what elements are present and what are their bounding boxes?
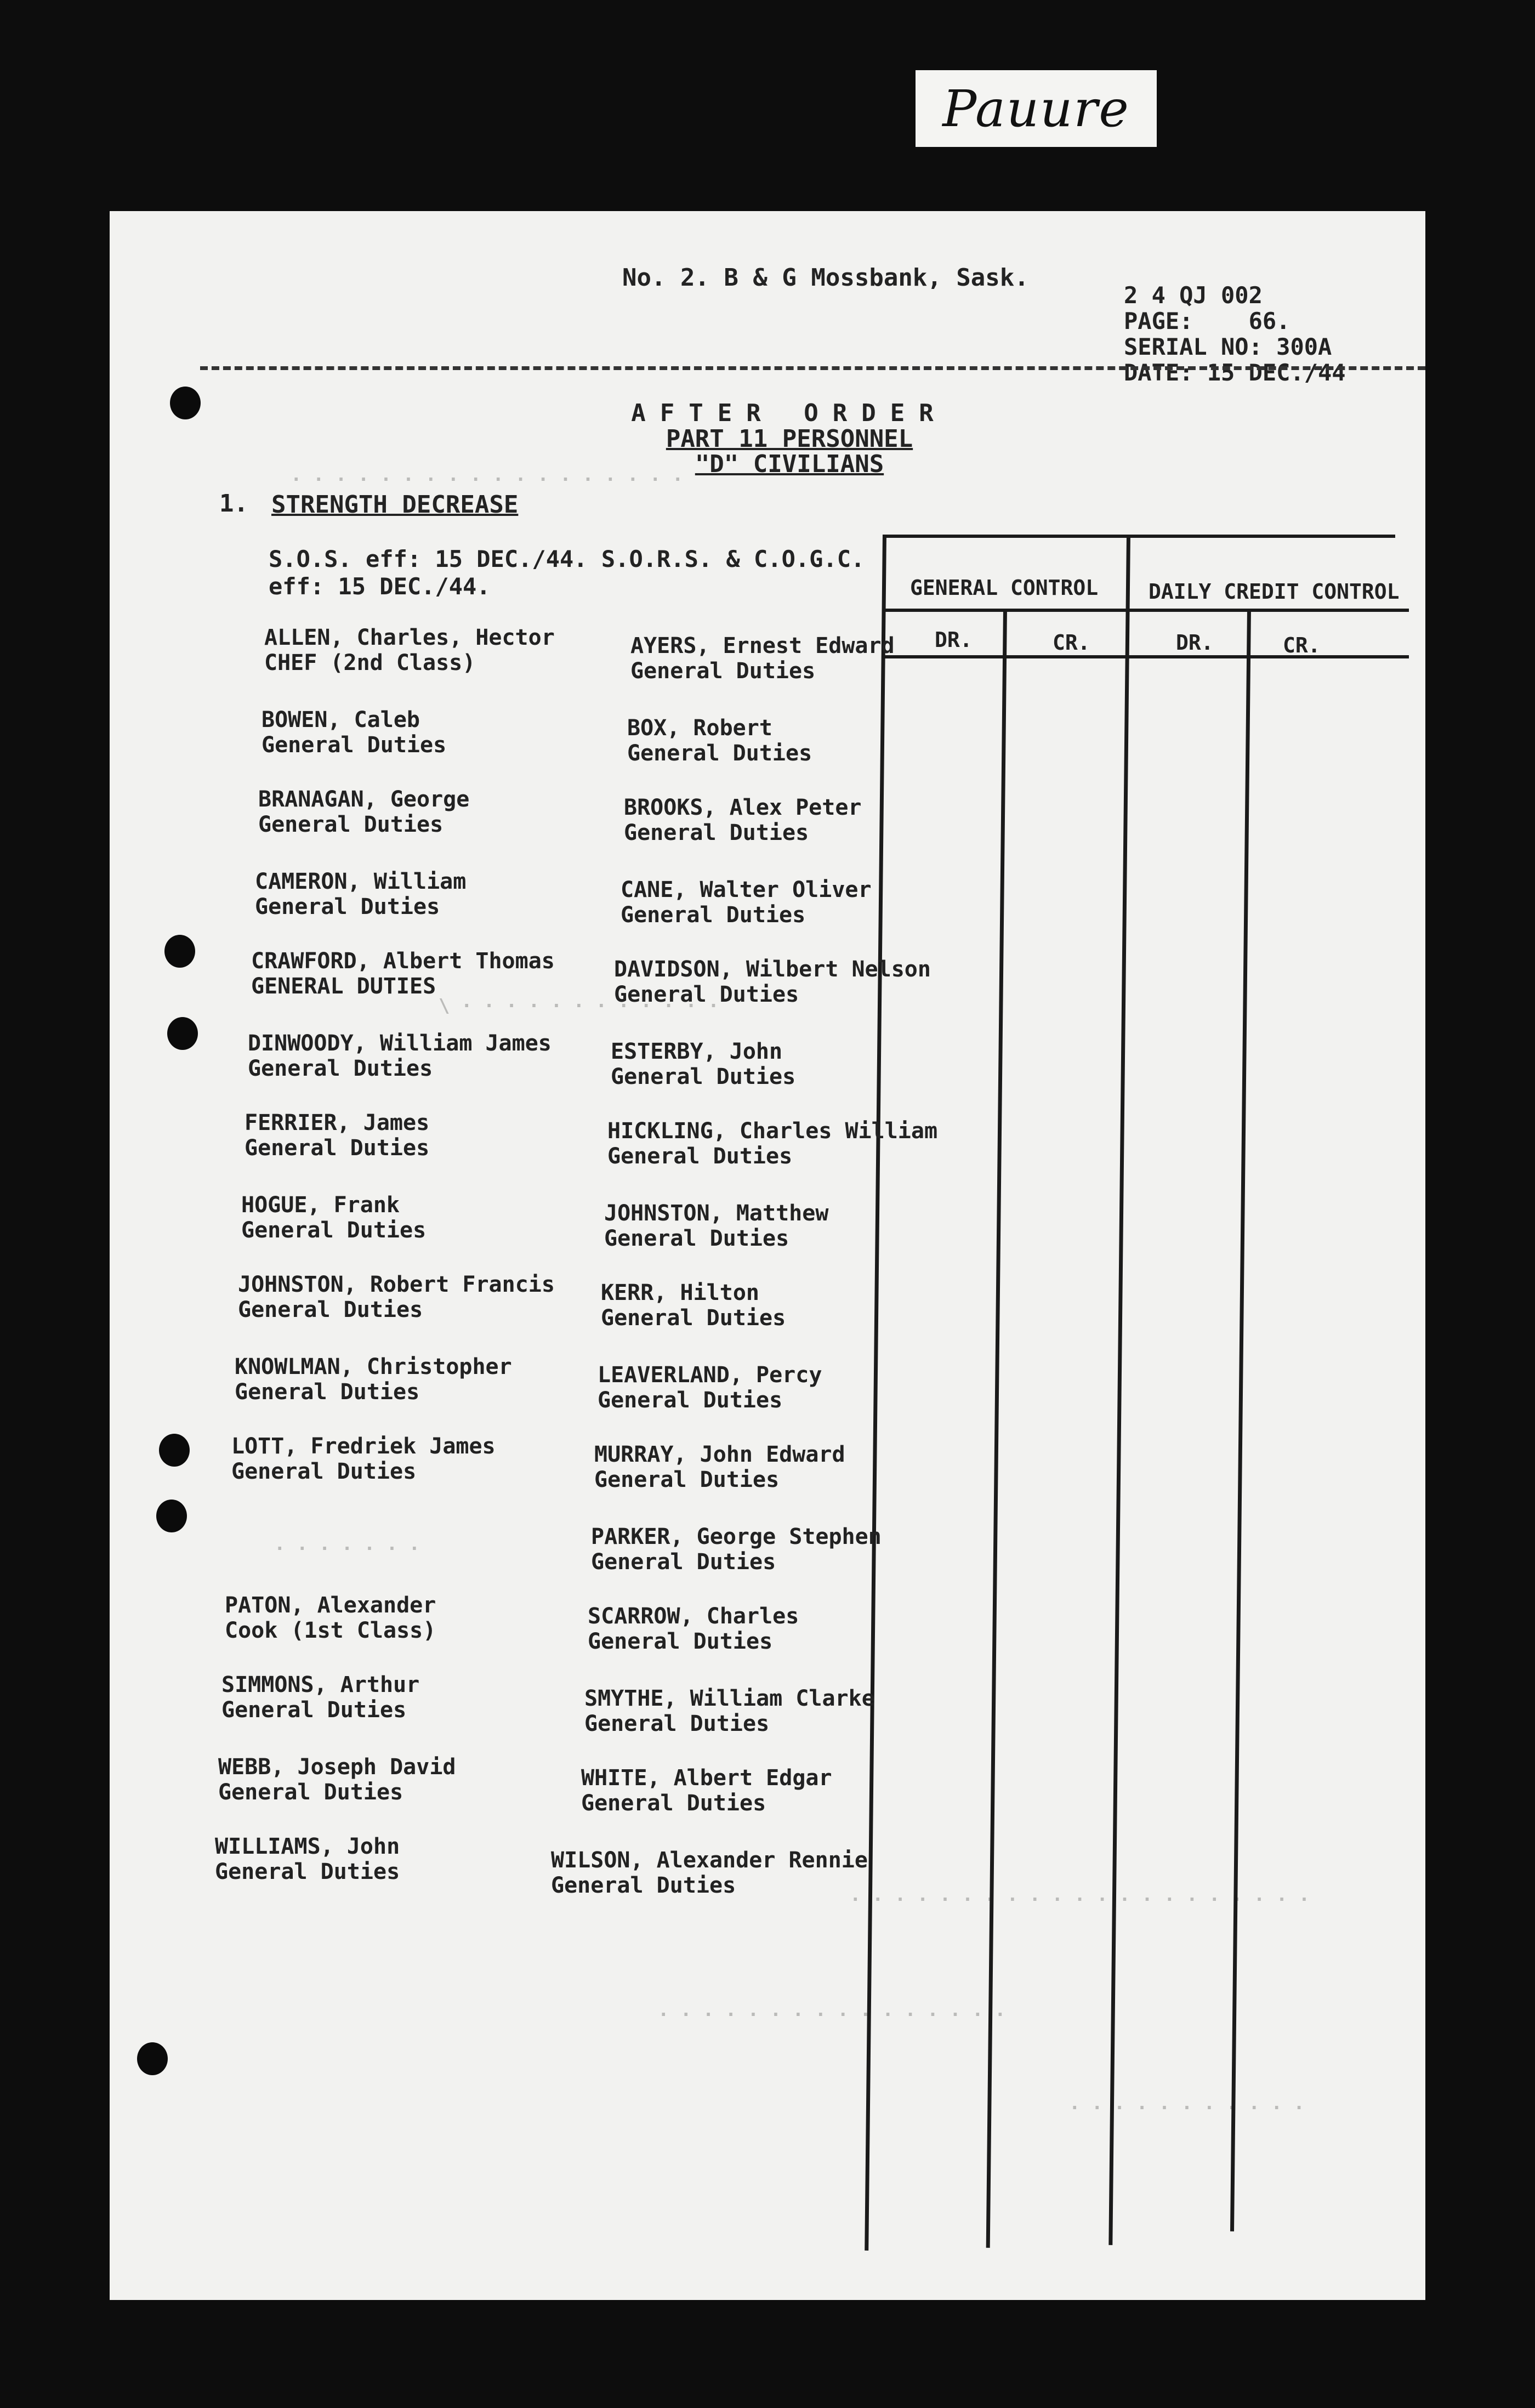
personnel-entry: [621, 877, 872, 928]
personnel-name: KERR, Hilton: [601, 1280, 759, 1305]
personnel-entry: [594, 1442, 845, 1492]
personnel-name: WILLIAMS, John: [215, 1834, 400, 1859]
general-cr-header: CR.: [1053, 631, 1090, 655]
personnel-name: MURRAY, John Edward: [594, 1442, 845, 1467]
personnel-entry: [251, 949, 555, 999]
personnel-name: DAVIDSON, Wilbert Nelson: [614, 957, 931, 982]
personnel-duty: General Duties: [245, 1135, 430, 1161]
punch-hole: [159, 1434, 190, 1467]
personnel-entry: [255, 869, 466, 919]
personnel-duty: General Duties: [231, 1459, 417, 1484]
personnel-duty: Cook (1st Class): [225, 1618, 436, 1643]
personnel-duty: General Duties: [551, 1873, 736, 1898]
daily-credit-control-header: DAILY CREDIT CONTROL: [1149, 580, 1400, 604]
personnel-name: DINWOODY, William James: [248, 1031, 552, 1056]
personnel-duty: General Duties: [601, 1305, 786, 1331]
personnel-name: ESTERBY, John: [611, 1039, 783, 1064]
general-dr-header: DR.: [935, 628, 973, 652]
personnel-entry: [215, 1834, 400, 1884]
punch-hole: [137, 2042, 168, 2075]
personnel-entry: [601, 1280, 786, 1331]
document-page: [110, 211, 1425, 2300]
personnel-duty: General Duties: [591, 1549, 776, 1575]
table-top-rule: [883, 535, 1395, 538]
punch-hole: [156, 1500, 187, 1532]
personnel-name: BOWEN, Caleb: [261, 707, 420, 732]
personnel-name: SIMMONS, Arthur: [221, 1672, 420, 1697]
personnel-entry: [258, 787, 469, 837]
personnel-entry: [245, 1110, 429, 1161]
personnel-entry: [551, 1848, 868, 1898]
personnel-entry: [624, 795, 861, 845]
handwritten-label: Pauure: [942, 79, 1130, 138]
serial-number: 300A: [1276, 333, 1332, 360]
personnel-entry: [611, 1039, 795, 1089]
personnel-name: HICKLING, Charles William: [607, 1118, 938, 1144]
personnel-duty: General Duties: [627, 741, 812, 766]
personnel-duty: General Duties: [611, 1064, 796, 1089]
personnel-name: SCARROW, Charles: [588, 1604, 799, 1629]
punch-hole: [170, 387, 201, 419]
personnel-entry: [264, 625, 555, 675]
order-part: PART 11 PERSONNEL: [666, 425, 913, 453]
section-number: 1.: [219, 490, 248, 518]
table-column-rule: [986, 609, 1007, 2248]
personnel-name: FERRIER, James: [245, 1110, 430, 1135]
date-label: DATE:: [1124, 359, 1193, 386]
section-title: STRENGTH DECREASE: [271, 491, 519, 519]
personnel-name: JOHNSTON, Matthew: [604, 1201, 829, 1226]
personnel-entry: [588, 1604, 799, 1654]
order-category: "D" CIVILIANS: [695, 450, 884, 478]
personnel-entry: [241, 1192, 426, 1243]
personnel-name: PARKER, George Stephen: [591, 1524, 882, 1549]
personnel-duty: General Duties: [258, 812, 444, 837]
header-dashed-rule: [200, 366, 1425, 370]
personnel-duty: General Duties: [215, 1859, 400, 1884]
personnel-entry: [591, 1524, 882, 1575]
personnel-name: BROOKS, Alex Peter: [624, 795, 862, 820]
personnel-duty: General Duties: [255, 894, 440, 919]
personnel-name: BOX, Robert: [627, 715, 772, 741]
personnel-name: CANE, Walter Oliver: [621, 877, 872, 902]
table-column-rule: [1108, 535, 1130, 2245]
personnel-entry: [598, 1362, 822, 1413]
sos-statement: [269, 546, 865, 600]
personnel-entry: [627, 715, 812, 766]
personnel-name: ALLEN, Charles, Hector: [264, 625, 555, 650]
date-line: [1124, 360, 1346, 385]
bleed-through-mark: \ · · · · · · · · · · · ·: [439, 995, 719, 1017]
personnel-name: JOHNSTON, Robert Francis: [238, 1272, 555, 1297]
personnel-duty: General Duties: [614, 982, 799, 1007]
personnel-entry: [238, 1272, 555, 1322]
personnel-name: CRAWFORD, Albert Thomas: [251, 949, 555, 974]
personnel-entry: [261, 707, 446, 758]
personnel-duty: General Duties: [588, 1629, 773, 1654]
punch-hole: [167, 1017, 198, 1050]
bleed-through-mark: · · · · · · · · · · · · · · · · · · · · ·: [850, 1889, 1310, 1911]
personnel-duty: General Duties: [607, 1144, 793, 1169]
personnel-name: WHITE, Albert Edgar: [581, 1765, 832, 1791]
bleed-through-mark: · · · · · · · · · · ·: [1069, 2097, 1305, 2119]
personnel-name: WILSON, Alexander Rennie: [551, 1848, 868, 1873]
page-number: 66.: [1248, 308, 1290, 334]
personnel-entry: [248, 1031, 552, 1081]
daily-cr-header: CR.: [1283, 633, 1321, 657]
personnel-entry: [630, 633, 895, 684]
personnel-name: LOTT, Fredriek James: [231, 1434, 496, 1459]
unit-location: No. 2. B & G Mossbank, Sask.: [622, 264, 1029, 292]
order-title: AFTER ORDER: [631, 399, 948, 427]
personnel-entry: [221, 1672, 419, 1723]
page-label: PAGE:: [1124, 308, 1193, 334]
personnel-duty: General Duties: [604, 1226, 789, 1251]
table-subheader-rule: [883, 655, 1409, 658]
personnel-duty: General Duties: [584, 1711, 770, 1736]
personnel-duty: General Duties: [598, 1388, 783, 1413]
personnel-duty: General Duties: [581, 1791, 766, 1816]
personnel-duty: General Duties: [238, 1297, 423, 1322]
personnel-entry: [231, 1434, 496, 1484]
general-control-header: GENERAL CONTROL: [910, 576, 1099, 600]
personnel-name: CAMERON, William: [255, 869, 467, 894]
order-date: 15 DEC./44: [1207, 359, 1346, 386]
table-column-rule: [1230, 609, 1251, 2231]
personnel-duty: General Duties: [624, 820, 809, 845]
bleed-through-mark: · · · · · · · · · · · · · · · ·: [658, 2004, 1006, 2026]
personnel-entry: [604, 1201, 828, 1251]
personnel-name: HOGUE, Frank: [241, 1192, 400, 1218]
personnel-entry: [614, 957, 931, 1007]
personnel-duty: General Duties: [235, 1379, 420, 1405]
personnel-duty: General Duties: [218, 1780, 403, 1805]
table-column-rule: [865, 535, 886, 2251]
personnel-name: SMYTHE, William Clarke: [584, 1686, 875, 1711]
personnel-duty: General Duties: [248, 1056, 433, 1081]
personnel-name: LEAVERLAND, Percy: [598, 1362, 822, 1388]
personnel-name: PATON, Alexander: [225, 1593, 436, 1618]
personnel-entry: [581, 1765, 832, 1816]
page-line: [1124, 308, 1346, 334]
personnel-name: WEBB, Joseph David: [218, 1754, 456, 1780]
personnel-duty: General Duties: [621, 902, 806, 928]
personnel-entry: [218, 1754, 456, 1805]
personnel-name: KNOWLMAN, Christopher: [235, 1354, 512, 1379]
personnel-duty: General Duties: [241, 1218, 427, 1243]
serial-label: SERIAL NO:: [1124, 333, 1263, 360]
personnel-entry: [584, 1686, 875, 1736]
bleed-through-mark: · · · · · · · · · · · · · · · · · ·: [291, 469, 684, 491]
personnel-name: AYERS, Ernest Edward: [630, 633, 895, 658]
personnel-duty: CHEF (2nd Class): [264, 650, 476, 675]
serial-line: [1124, 334, 1346, 360]
punch-hole: [164, 935, 195, 968]
personnel-duty: General Duties: [630, 658, 816, 684]
personnel-entry: [607, 1118, 937, 1169]
personnel-duty: General Duties: [594, 1467, 780, 1492]
daily-dr-header: DR.: [1176, 631, 1214, 655]
sos-line-1: S.O.S. eff: 15 DEC./44. S.O.R.S. & C.O.G.C.: [269, 546, 865, 572]
reference-code: 2 4 QJ 002: [1124, 282, 1263, 309]
handwritten-label-card: [916, 70, 1157, 147]
personnel-entry: [235, 1354, 512, 1405]
bleed-through-mark: · · · · · · ·: [274, 1538, 420, 1560]
sos-line-2: eff: 15 DEC./44.: [269, 573, 491, 600]
personnel-duty: General Duties: [221, 1697, 407, 1723]
personnel-entry: [225, 1593, 436, 1643]
personnel-duty: General Duties: [261, 732, 447, 758]
personnel-duty: GENERAL DUTIES: [251, 974, 436, 999]
table-header-rule: [883, 609, 1409, 612]
personnel-name: BRANAGAN, George: [258, 787, 470, 812]
